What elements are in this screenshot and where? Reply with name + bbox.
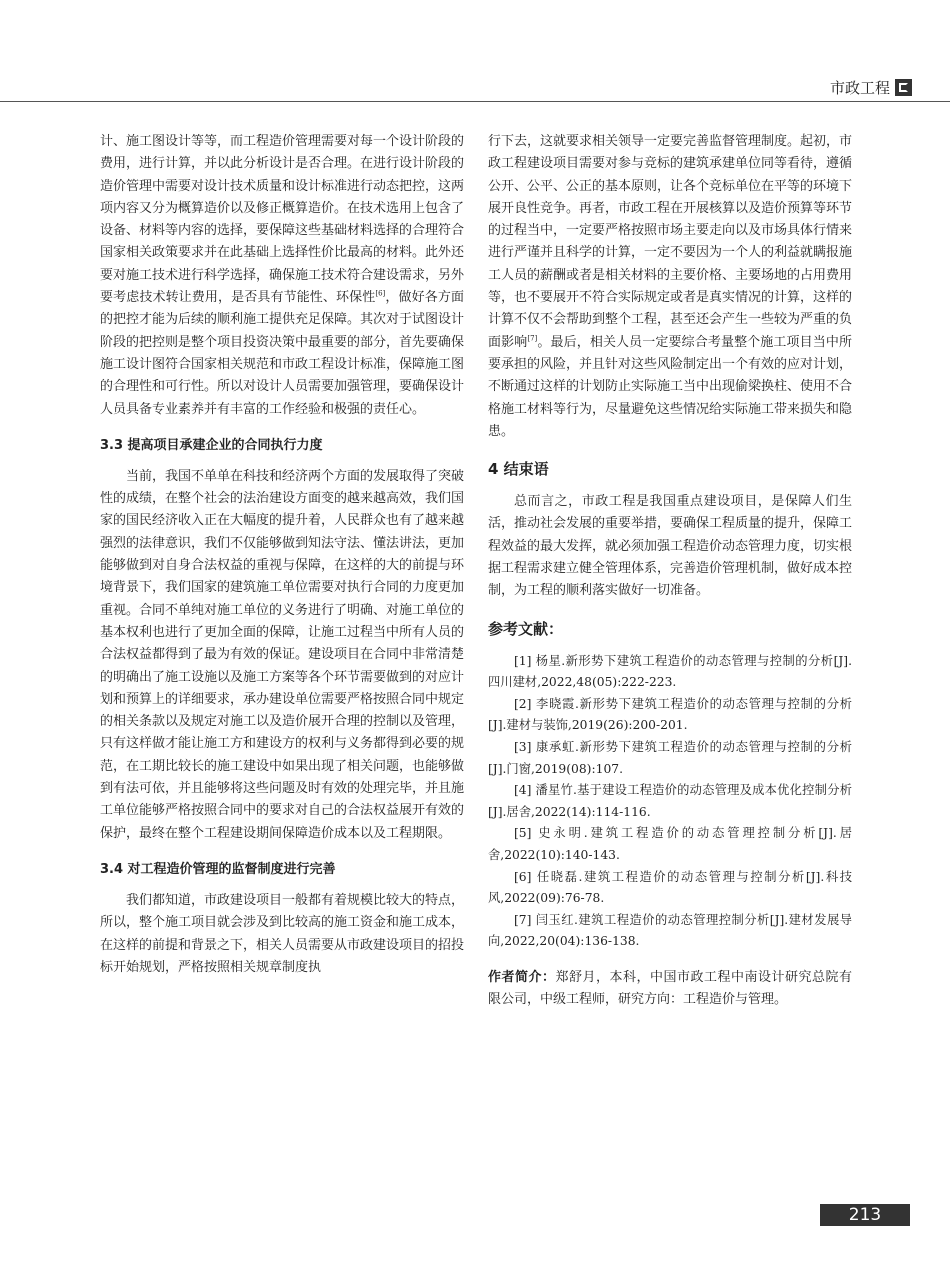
author-label: 作者简介：	[488, 969, 556, 985]
paragraph: 计、施工图设计等等，而工程造价管理需要对每一个设计阶段的费用，进行计算，并以此分析设计是否合理。在进行设计阶段的造价管理中需要对设计技术质量和设计标准进行动态把控，这两项内容又分为概算造价以及修正概算造价。在技术选用上包含了设备、材料等内容的选择，要保障这些基础材料选择的合理符合国家相关政策要求并在此基础上选择性价比最高的材料。此外还要对施工技术进行科学选择，确保施工技术符合建设需求，另外要考虑技术转让费用，是否具有节能性、环保性[6]，做好各方面的把控才能为后续的顺利施工提供充足保障。其次对于试图设计阶段的把控则是整个项目投资决策中最重要的部分，首先要确保施工设计图符合国家相关规范和市政工程设计标准，保障施工图的合理性和可行性。所以对设计人员需要加强管理，要确保设计人员具备专业素养并有丰富的工作经验和极强的责任心。	[100, 134, 465, 417]
reference-item: [2] 李晓霞.新形势下建筑工程造价的动态管理与控制的分析[J].建材与装饰,2019(26):200-201.	[488, 696, 852, 733]
journal-title: 市政工程	[829, 78, 890, 97]
section-heading-3-3: 3.3 提高项目承建企业的合同执行力度	[100, 437, 323, 453]
references-heading: 参考文献：	[488, 619, 564, 638]
reference-item: [5] 史永明.建筑工程造价的动态管理控制分析[J].居舍,2022(10):140-143.	[488, 826, 852, 862]
header-rule	[0, 101, 950, 102]
section-heading-3-4: 3.4 对工程造价管理的监督制度进行完善	[100, 861, 336, 877]
paragraph: 总而言之，市政工程是我国重点建设项目，是保障人们生活，推动社会发展的重要举措，要确保工程质量的提升，保障工程效益的最大发挥，就必须加强工程造价动态管理力度，切实根据工程需求建立健全管理体系，完善造价管理机制，做好成本控制，为工程的顺利落实做好一切准备。	[488, 494, 853, 599]
reference-item: [7] 闫玉红.建筑工程造价的动态管理控制分析[J].建材发展导向,2022,20(04):136-138.	[488, 912, 852, 949]
reference-item: [1] 杨星.新形势下建筑工程造价的动态管理与控制的分析[J].四川建材,2022,48(05):222-223.	[488, 653, 852, 690]
references-list	[488, 651, 852, 953]
citation: [6]	[375, 289, 386, 298]
paragraph: 我们都知道，市政建设项目一般都有着规模比较大的特点，所以，整个施工项目就会涉及到比较高的施工资金和施工成本，在这样的前提和背景之下，相关人员需要从市政建设项目的招投标开始规划，严格按照相关规章制度执	[100, 892, 465, 975]
citation: [7]	[527, 334, 538, 343]
right-column	[488, 131, 852, 1012]
page-number: 213	[820, 1204, 910, 1226]
paragraph: 当前，我国不单单在科技和经济两个方面的发展取得了突破性的成绩，在整个社会的法治建设方面变的越来越高效，我们国家的国民经济收入正在大幅度的提升着，人民群众也有了越来越强烈的法律意识，我们不仅能够做到知法守法、懂法讲法，更加能够做到对自身合法权益的重视与保障，在这样的大的前提与环境背景下，我们国家的建筑施工单位需要对执行合同的力度更加重视。合同不单纯对施工单位的义务进行了明确、对施工单位的基本权利也进行了更加全面的保障，让施工过程当中所有人员的合法权益都得到了最为有效的保证。建设项目在合同中非常清楚的明确出了施工设施以及施工方案等各个环节需要做到的对应计划和预算上的详细要求，承办建设单位需要严格按照合同中规定的相关条款以及规定对施工以及造价展开合理的控制以及管理，只有这样做才能让施工方和建设方的权利与义务都得到必要的规范，在工期比较长的施工建设中如果出现了相关问题，也能够做到有法可依，并且能够将这些问题及时有效的处理完毕，并且施工单位能够严格按照合同中的要求对自己的合法权益展开有效的保护，最终在整个工程建设期间保障造价成本以及工程期限。	[100, 468, 465, 841]
reference-item: [6] 任晓磊.建筑工程造价的动态管理与控制分析[J].科技风,2022(09):76-78.	[488, 869, 852, 906]
author-bio: 作者简介：郑舒月，本科，中国市政工程中南设计研究总院有限公司，中级工程师，研究方向：工程造价与管理。	[488, 969, 852, 1008]
left-column	[100, 131, 464, 979]
journal-header	[830, 77, 912, 97]
reference-item: [4] 潘星竹.基于建设工程造价的动态管理及成本优化控制分析[J].居舍,2022(14):114-116.	[488, 783, 852, 819]
section-heading-conclusion: 4 结束语	[488, 460, 549, 479]
reference-item: [3] 康承虹.新形势下建筑工程造价的动态管理与控制的分析[J].门窗,2019(08):107.	[488, 740, 852, 776]
journal-logo-icon	[895, 79, 912, 96]
paragraph: 行下去，这就要求相关领导一定要完善监督管理制度。起初，市政工程建设项目需要对参与竞标的建筑承建单位同等看待，遵循公开、公平、公正的基本原则，让各个竞标单位在平等的环境下展开良性竞争。再者，市政工程在开展核算以及造价预算等环节的过程当中，一定要严格按照市场主要走向以及市场具体行情来进行严谨并且科学的计算，一定不要因为一个人的利益就瞒报施工人员的薪酬或者是相关材料的主要价格、主要场地的占用费用等，也不要展开不符合实际规定或者是真实情况的计算，这样的计算不仅不会帮助到整个工程，甚至还会产生一些较为严重的负面影响[7]。最后，相关人员一定要综合考量整个施工项目当中所要承担的风险，并且针对这些风险制定出一个有效的应对计划，不断通过这样的计划防止实际施工当中出现偷梁换柱、使用不合格施工材料等行为，尽量避免这些情况给实际施工带来损失和隐患。	[488, 134, 853, 439]
